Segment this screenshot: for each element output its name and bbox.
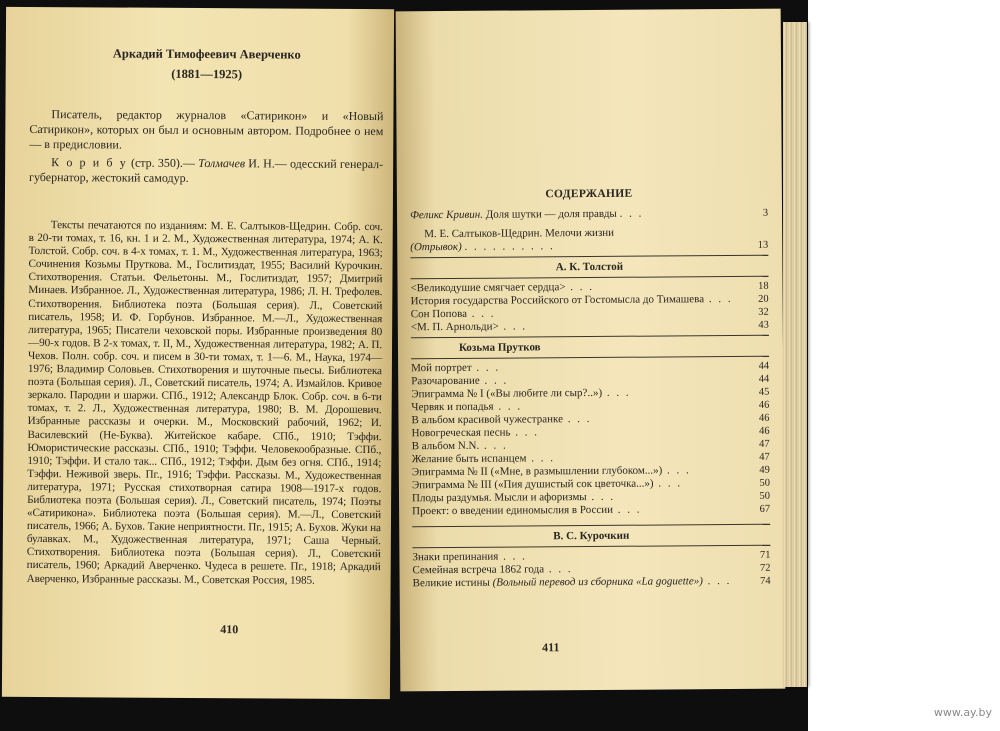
toc-entry-page: 46 xyxy=(758,412,770,424)
toc-entry-page: 71 xyxy=(759,549,771,561)
toc-entry-title: Знаки препинания xyxy=(412,550,499,564)
toc-entry-title: История государства Российского от Гостомысла до Тимашева xyxy=(410,293,705,308)
toc-entry-title: Эпиграмма № I («Вы любите ли сыр?..») xyxy=(411,386,603,401)
toc-entry: Знаки препинания . . . 71 xyxy=(412,549,771,564)
footnote xyxy=(29,155,383,187)
toc-entry-title: Новогреческая песнь xyxy=(411,426,511,440)
toc-entry-author: М. Е. Салтыков-Щедрин. xyxy=(424,227,543,241)
toc-entry-title: Плоды раздумья. Мысли и афоризмы xyxy=(411,491,587,505)
toc-entry-title: Червяк и попадья xyxy=(411,400,494,414)
toc-entry: Новогреческая песнь . . . 46 xyxy=(411,425,770,440)
toc-entry: Феликс Кривин. Доля шутки — доля правды . . . 3 xyxy=(410,207,769,222)
toc-entry-page: 50 xyxy=(759,477,770,489)
toc-entry: Эпиграмма № II («Мне, в размышлении глубоком...») . . . 49 xyxy=(411,464,770,479)
page-number-right: 411 xyxy=(542,640,560,655)
toc-title: СОДЕРЖАНИЕ xyxy=(545,187,633,201)
toc-entry-title: В альбом красивой чужестранке xyxy=(411,413,563,427)
author-name: Аркадий Тимофеевич Аверченко xyxy=(112,46,301,62)
divider xyxy=(411,356,769,359)
author-years: (1881—1925) xyxy=(171,66,243,82)
toc-entry-title: <Великодушие смягчает сердца> xyxy=(410,281,566,295)
toc-entry: Желание быть испанцем . . . 47 xyxy=(411,451,770,466)
toc-entry-page: 47 xyxy=(759,438,770,450)
toc-entry-page: 44 xyxy=(758,360,770,372)
toc-entry-title: В альбом N.N. xyxy=(411,439,480,453)
toc-entry-page: 20 xyxy=(758,293,769,305)
toc-entry-page: 43 xyxy=(758,319,769,331)
section-heading: А. К. Толстой xyxy=(555,260,624,274)
footnote-text: И. Н.— одесский генерал-губернатор, жестокий самодур. xyxy=(29,156,384,185)
toc-entry-title: Проект: о введении единомыслия в России xyxy=(412,503,614,518)
toc-entry-title: Мой портрет xyxy=(411,361,472,375)
toc-entry: Плоды раздумья. Мысли и афоризмы . . . 50 xyxy=(411,490,771,505)
toc-entry-title: <М. П. Арнольди> xyxy=(410,320,499,334)
toc-entry: Сон Попова . . . 32 xyxy=(410,306,769,321)
page-number-left: 410 xyxy=(220,622,239,637)
toc-entry-title: Семейная встреча 1862 года xyxy=(412,563,545,577)
toc-entry-page: 72 xyxy=(759,562,771,574)
toc-entry-title: Сон Попова xyxy=(410,307,468,321)
footnote-term: К о р и б у xyxy=(51,155,128,170)
footnote-name: Толмачев xyxy=(198,155,246,171)
toc-entry: Проект: о введении единомыслия в России . . . 67 xyxy=(412,503,771,518)
toc-entry-page: 18 xyxy=(758,280,769,292)
toc-entry-page: 3 xyxy=(762,207,769,219)
toc-entry-title: Эпиграмма № II («Мне, в размышлении глубоком...») xyxy=(411,464,663,479)
toc-entry-title: Мелочи жизни xyxy=(545,226,615,240)
toc-entry-page: 67 xyxy=(759,503,771,515)
toc-entry-page: 44 xyxy=(758,373,770,385)
toc-entry: <М. П. Арнольди> . . . 43 xyxy=(410,319,769,334)
divider xyxy=(412,524,770,527)
section-heading: Козьма Прутков xyxy=(458,341,541,354)
toc-entry: Семейная встреча 1862 года . . . 72 xyxy=(412,562,771,577)
divider xyxy=(411,335,769,338)
toc-entry: М. Е. Салтыков-Щедрин. Мелочи жизни (Отрывок) . . . . . . . . . . 13 xyxy=(410,226,769,254)
toc-entry: Эпиграмма № III («Пия душистый сок цветочка...») . . . 50 xyxy=(411,477,770,492)
watermark: www.ay.by xyxy=(933,706,992,719)
toc-entry: Червяк и попадья . . . 46 xyxy=(411,399,770,414)
toc-entry-note: (Вольный перевод из сборника «La goguette») xyxy=(492,575,703,589)
toc-entry-title: Великие истины xyxy=(412,576,490,590)
toc-entry-title: Желание быть испанцем xyxy=(411,452,527,466)
toc-entry-page: 46 xyxy=(758,399,770,411)
author-bio: Писатель, редактор журналов «Сатирикон» и «Новый Сатирикон», которых он был и основным автором. Подробнее о нем — в предисловии. xyxy=(29,107,384,152)
right-page xyxy=(396,9,786,692)
section-entries xyxy=(412,549,770,590)
toc-entry: Мой портрет . . . 44 xyxy=(411,360,770,375)
toc-entry-page: 49 xyxy=(759,464,770,476)
section-entries xyxy=(411,360,770,518)
toc-entry-page: 32 xyxy=(758,306,769,318)
section-heading: В. С. Курочкин xyxy=(553,529,630,543)
toc-entry-page: 45 xyxy=(758,386,770,398)
toc-entry-page: 46 xyxy=(759,425,770,437)
divider xyxy=(412,545,770,548)
page-edges xyxy=(783,22,807,687)
toc-entry-title: Доля шутки — доля правды xyxy=(485,207,617,221)
toc-entry-page: 50 xyxy=(759,490,771,502)
toc-entry: В альбом красивой чужестранке . . . 46 xyxy=(411,412,770,427)
toc-entry-page: 13 xyxy=(757,239,769,251)
left-page xyxy=(2,7,394,699)
toc-entry: <Великодушие смягчает сердца> . . . 18 xyxy=(410,280,769,295)
toc-entry: История государства Российского от Гостомысла до Тимашева . . . 20 xyxy=(410,293,769,308)
toc-entry: Великие истины (Вольный перевод из сборника «La goguette») . . . 74 xyxy=(412,575,771,590)
divider xyxy=(410,276,768,279)
toc-entry: В альбом N.N. . . . 47 xyxy=(411,438,770,453)
toc-entry-author: Феликс Кривин. xyxy=(410,208,484,222)
footnote-ref: (стр. 350).— xyxy=(130,155,195,170)
toc-entry-note: (Отрывок) xyxy=(410,240,462,254)
toc-entry: Эпиграмма № I («Вы любите ли сыр?..») . . . 45 xyxy=(411,386,770,401)
toc-entry: Разочарование . . . 44 xyxy=(411,373,770,388)
toc-entry-title: Разочарование xyxy=(411,374,480,388)
toc-entry-page: 74 xyxy=(760,575,771,587)
sources-note: Тексты печатаются по изданиям: М. Е. Салтыков-Щедрин. Собр. соч. в 20-ти томах, т. 16, кн. 1 и 2. М., Художественная литература, 1974; А. К. Толстой. Собр. соч. в 4-х томах, т. 1. М., Художественная литература, 1963; Сочинения Козьмы Пруткова. М., Гослитиздат, 1955; Василий Курочкин. Стихотворения. Статьи. Фельетоны. М., Гослитиздат, 1957; Дмитрий Минаев. Избранное. Л., Художественная литература, 1986; Л. Н. Трефолев. Стихотворения. Библиотека поэта (Большая серия). Л., Советский писатель, 1958; И. Ф. Горбунов. Избранное. М.—Л., Художественная литература, 1965; Писатели чеховской поры. Избранные произведения 80—90-х годов. В 2-х томах, т. II, М., Художественная литература, 1982; А. П. Чехов. Полн. собр. соч. и писем в 30-ти томах, т. 1—6. М., Наука, 1974—1976; Владимир Соловьев. Стихотворения и шуточные пьесы. Библиотека поэта (Большая серия). Л., Советский писатель, 1974; А. Измайлов. Кривое зеркало. Пародии и шаржи. СПб., 1912; Александр Блок. Собр. соч. в 6-ти томах, т. 2. Л., Художественная литература, 1980; В. М. Дорошевич. Избранные рассказы и очерки. М., Московский рабочий, 1962; И. Василевский (Не-Буква). Житейское кабаре. СПб., 1910; Тэффи. Юмористические рассказы. СПб., 1910; Тэффи. Человекообразные. СПб., 1910; Тэффи. И стало так... СПб., 1912; Тэффи. Дым без огня. СПб., 1914; Тэффи. Неживой зверь. Пг., 1916; Тэффи. Рассказы. М., Художественная литература, 1971; Русская стихотворная сатира 1908—1917-х годов. Библиотека поэта (Большая серия). Л., Советский писатель, 1974; Поэты «Сатирикона». Библиотека поэта (Большая серия). М.—Л., Советский писатель, 1966; А. Бухов. Такие неприятности. Пг., 1915; А. Бухов. Жуки на булавках. М., Художественная литература, 1971; Саша Черный. Стихотворения. Библиотека поэта (Большая серия). Л., Советский писатель, 1960; Аркадий Аверченко. Чудеса в решете. Пг., 1918; Аркадий Аверченко, Избранные рассказы. М., Советская Россия, 1985. xyxy=(26,219,383,587)
toc-entry-page: 47 xyxy=(759,451,770,463)
divider xyxy=(410,255,768,258)
toc-entry-title: Эпиграмма № III («Пия душистый сок цветочка...») xyxy=(411,477,654,492)
section-entries xyxy=(411,280,769,334)
